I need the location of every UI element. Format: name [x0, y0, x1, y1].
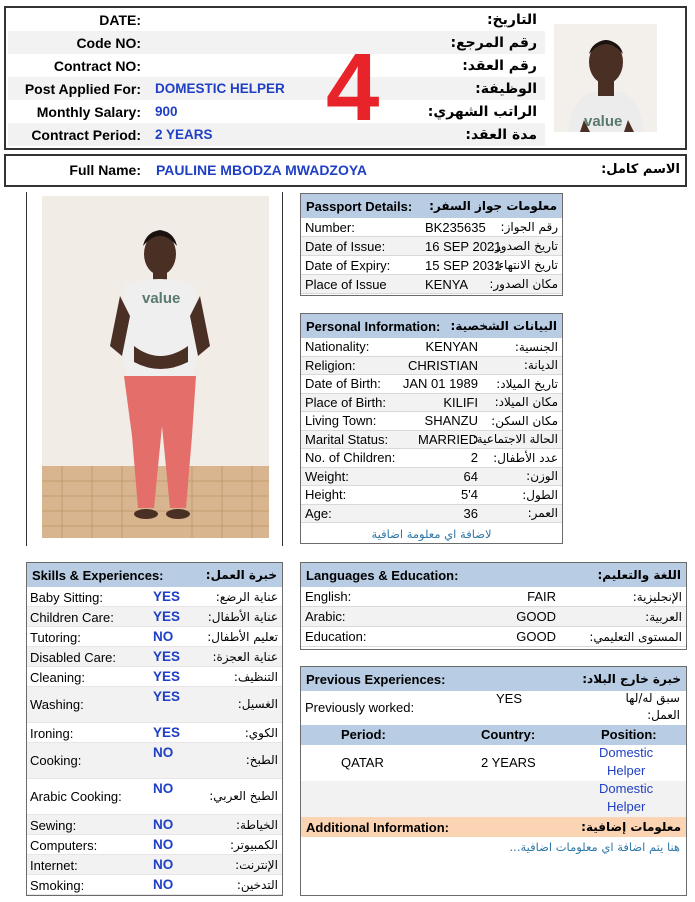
personal-row-label-ar: العمر:	[527, 506, 558, 521]
skill-label-ar: عناية الرضع:	[215, 590, 278, 604]
previous-section	[300, 666, 687, 896]
skill-row	[27, 687, 282, 723]
passport-row	[301, 218, 562, 237]
header-row	[8, 77, 545, 100]
header-row-label: Code NO:	[76, 34, 141, 51]
languages-title-bar	[301, 563, 686, 587]
language-row	[301, 587, 686, 607]
skills-title-ar: خبرة العمل:	[205, 568, 277, 582]
passport-row-value: BK235635	[425, 219, 486, 235]
personal-row	[301, 394, 562, 413]
passport-row-label-ar: رقم الجواز:	[500, 220, 558, 234]
personal-row-label: Nationality:	[305, 339, 370, 355]
skill-row	[27, 779, 282, 815]
previous-title-bar	[301, 667, 686, 691]
passport-title-ar: معلومات جواز السفر:	[429, 199, 557, 213]
full-name-label: Full Name:	[69, 162, 141, 178]
personal-row-label: Marital Status:	[305, 431, 389, 447]
languages-title: Languages & Education:	[306, 567, 459, 583]
skill-row	[27, 835, 282, 855]
personal-row-label-ar: الجنسية:	[514, 339, 558, 354]
skill-label-ar: الغسيل:	[237, 697, 278, 711]
skill-row	[27, 743, 282, 779]
personal-row	[301, 486, 562, 505]
personal-rows	[301, 338, 562, 523]
language-row-label: English:	[305, 589, 352, 604]
previous-entry-row	[301, 781, 686, 817]
header-row-label: Contract NO:	[53, 57, 141, 74]
header-row	[8, 54, 545, 77]
header-row-label-ar: التاريخ:	[486, 11, 537, 28]
skills-rows	[27, 587, 282, 895]
skill-label-ar: الكوي:	[244, 726, 278, 740]
previously-worked-ar-2: العمل:	[647, 708, 680, 722]
col-period: Period:	[341, 727, 386, 742]
portrait-small	[554, 24, 657, 132]
photo-shirt-text: value	[142, 290, 181, 307]
header-row-label-ar: رقم العقد:	[462, 57, 537, 74]
personal-row-label-ar: الطول:	[522, 487, 558, 502]
personal-row-label-ar: الحالة الاجتماعية:	[472, 432, 558, 447]
skill-label: Baby Sitting:	[30, 590, 103, 605]
personal-row-label: Height:	[305, 487, 347, 503]
skill-label: Smoking:	[30, 878, 85, 893]
skill-label: Cooking:	[30, 753, 82, 768]
skill-row	[27, 855, 282, 875]
header-row-label: Monthly Salary:	[36, 103, 141, 120]
previous-entry-position-1: Domestic	[599, 745, 654, 760]
header-row	[8, 8, 545, 31]
language-row-value: GOOD	[516, 609, 556, 624]
skill-value: NO	[153, 857, 174, 872]
header-row-label: Contract Period:	[31, 126, 141, 143]
skill-value: YES	[153, 589, 181, 604]
personal-row-value: 64	[463, 468, 478, 484]
previously-worked-value: YES	[496, 691, 523, 706]
passport-title: Passport Details:	[306, 198, 413, 214]
language-row-label-ar: الإنجليزية:	[632, 589, 682, 604]
passport-row-value: 15 SEP 2031	[425, 257, 502, 273]
personal-row-value: MARRIED	[418, 431, 478, 447]
passport-title-bar	[301, 194, 562, 218]
personal-row-label: Religion:	[305, 357, 356, 373]
skill-value: NO	[153, 877, 174, 892]
language-row	[301, 627, 686, 647]
skill-label-ar: التنظيف:	[233, 670, 278, 684]
additional-note: هنا يتم اضافة اي معلومات اضافية...	[509, 840, 680, 854]
personal-row	[301, 431, 562, 450]
passport-row-label-ar: تاريخ الصدور:	[490, 239, 558, 253]
skill-label: Internet:	[30, 858, 78, 873]
skill-label-ar: الكمبيوتر:	[230, 838, 278, 852]
personal-title-bar	[301, 314, 562, 338]
personal-row	[301, 468, 562, 487]
previous-entry-position-1: Domestic	[599, 781, 654, 796]
personal-row-label-ar: الديانة:	[523, 358, 558, 373]
header-row	[8, 123, 545, 146]
personal-row-value: SHANZU	[424, 413, 478, 429]
skill-value: YES	[153, 669, 181, 684]
passport-row-label: Place of Issue	[305, 276, 387, 292]
skill-label: Washing:	[30, 697, 84, 712]
personal-row-value: 36	[463, 505, 478, 521]
header-row	[8, 31, 545, 54]
previous-entry-row	[301, 745, 686, 781]
header-row-label: Post Applied For:	[24, 80, 141, 97]
personal-row-label: Age:	[305, 505, 332, 521]
previously-worked-label: Previously worked:	[305, 700, 415, 715]
skill-label: Cleaning:	[30, 670, 85, 685]
full-photo	[42, 196, 269, 538]
passport-row-label: Number:	[305, 219, 355, 235]
languages-section	[300, 562, 687, 650]
skill-label-ar: التدخين:	[236, 878, 278, 892]
skill-label-ar: الطبخ العربي:	[209, 789, 278, 803]
big-number: 4	[326, 34, 380, 141]
skill-label-ar: عناية الأطفال:	[207, 610, 278, 624]
skill-label: Arabic Cooking:	[30, 789, 122, 804]
personal-row-value: JAN 01 1989	[402, 376, 478, 392]
previously-worked-ar-1: سبق له/لها	[625, 691, 680, 705]
previous-title-ar: خبرة خارج البلاد:	[582, 672, 681, 686]
additional-title-ar: معلومات إضافية:	[581, 820, 681, 834]
personal-row-value: KENYAN	[425, 339, 478, 355]
passport-row	[301, 237, 562, 256]
skill-label: Tutoring:	[30, 630, 81, 645]
language-row	[301, 607, 686, 627]
previous-title: Previous Experiences:	[306, 671, 446, 687]
skill-label-ar: الإنترنت:	[235, 858, 278, 872]
personal-section	[300, 313, 563, 544]
skill-row	[27, 647, 282, 667]
header-row-value: 900	[155, 104, 178, 119]
personal-row-label: Place of Birth:	[305, 394, 386, 410]
personal-row-value: KILIFI	[443, 394, 478, 410]
languages-title-ar: اللغة والتعليم:	[597, 568, 681, 582]
skill-label: Disabled Care:	[30, 650, 116, 665]
previous-entry-country: 2 YEARS	[481, 755, 536, 770]
col-country: Country:	[481, 727, 536, 742]
full-name-label-ar: الاسم كامل:	[601, 162, 680, 177]
header-row-label-ar: الراتب الشهري:	[427, 103, 537, 120]
passport-row	[301, 256, 562, 275]
skills-section	[26, 562, 283, 896]
skill-value: NO	[153, 629, 174, 644]
previous-entries	[301, 745, 686, 817]
skill-value: YES	[153, 609, 181, 624]
personal-row-label-ar: الوزن:	[526, 469, 558, 484]
previously-worked-row	[301, 691, 686, 725]
skill-label: Computers:	[30, 838, 98, 853]
passport-row-label: Date of Expiry:	[305, 257, 391, 273]
header-row-label: DATE:	[99, 11, 141, 28]
personal-row-value: 2	[470, 450, 478, 466]
passport-rows	[301, 218, 562, 294]
skill-row	[27, 667, 282, 687]
skill-row	[27, 723, 282, 743]
skill-value: YES	[153, 649, 181, 664]
personal-note: لاضافة اي معلومة اضافية	[371, 527, 492, 541]
col-position: Position:	[601, 727, 657, 742]
skill-label-ar: الطبخ:	[245, 753, 278, 767]
skills-title-bar	[27, 563, 282, 587]
header-row-value: 2 YEARS	[155, 127, 213, 142]
skill-value: YES	[153, 689, 181, 704]
languages-rows	[301, 587, 686, 647]
skill-value: NO	[153, 817, 174, 832]
previous-entry-position-2: Helper	[607, 763, 646, 778]
skill-label: Ironing:	[30, 726, 74, 741]
personal-row-label: No. of Children:	[305, 450, 396, 466]
language-row-value: GOOD	[516, 629, 556, 644]
additional-title: Additional Information:	[306, 819, 449, 835]
personal-row	[301, 375, 562, 394]
skill-label: Sewing:	[30, 818, 77, 833]
skill-value: NO	[153, 745, 174, 760]
passport-row	[301, 275, 562, 294]
personal-row-label: Living Town:	[305, 413, 377, 429]
passport-row-value: 16 SEP 2021	[425, 238, 502, 254]
skill-value: NO	[153, 781, 174, 796]
skill-row	[27, 627, 282, 647]
passport-row-label-ar: مكان الصدور:	[489, 277, 558, 291]
language-row-value: FAIR	[527, 589, 556, 604]
personal-row	[301, 357, 562, 376]
previous-columns-header	[301, 725, 686, 745]
skill-row	[27, 875, 282, 895]
passport-section	[300, 193, 563, 296]
header-row	[8, 100, 545, 123]
skill-label-ar: الخياطة:	[235, 818, 278, 832]
full-name-value: PAULINE MBODZA MWADZOYA	[156, 162, 368, 178]
skill-label-ar: تعليم الأطفال:	[207, 630, 278, 644]
passport-row-label-ar: تاريخ الانتهاء:	[494, 258, 558, 272]
header-row-label-ar: الوظيفة:	[475, 80, 537, 97]
language-row-label: Education:	[305, 629, 367, 644]
personal-row	[301, 505, 562, 524]
personal-row-label-ar: مكان الميلاد:	[494, 395, 558, 410]
language-row-label-ar: العربية:	[645, 609, 682, 624]
personal-row-value: CHRISTIAN	[407, 357, 478, 373]
skill-label-ar: عناية العجزة:	[212, 650, 278, 664]
personal-row	[301, 449, 562, 468]
skill-value: YES	[153, 725, 181, 740]
personal-row-label: Weight:	[305, 468, 349, 484]
personal-row-label-ar: عدد الأطفال:	[493, 450, 558, 465]
skill-label: Children Care:	[30, 610, 114, 625]
skill-row	[27, 815, 282, 835]
skill-value: NO	[153, 837, 174, 852]
additional-title-bar	[301, 817, 686, 837]
passport-row-value: KENYA	[425, 276, 469, 292]
personal-title: Personal Information:	[306, 318, 441, 334]
skill-row	[27, 607, 282, 627]
passport-row-label: Date of Issue:	[305, 238, 386, 254]
personal-row-label-ar: تاريخ الميلاد:	[496, 376, 558, 391]
previous-entry-period: QATAR	[341, 755, 384, 770]
language-row-label-ar: المستوى التعليمي:	[589, 629, 682, 644]
personal-row	[301, 338, 562, 357]
skills-title: Skills & Experiences:	[32, 567, 164, 583]
personal-row-label-ar: مكان السكن:	[491, 413, 558, 428]
language-row-label: Arabic:	[305, 609, 346, 624]
skill-row	[27, 587, 282, 607]
personal-row	[301, 412, 562, 431]
previous-entry-position-2: Helper	[607, 799, 646, 814]
header-row-label-ar: مدة العقد:	[465, 126, 537, 143]
header-row-value: DOMESTIC HELPER	[155, 81, 285, 96]
header-row-label-ar: رقم المرجع:	[450, 34, 537, 51]
personal-row-value: 5'4	[461, 487, 478, 503]
portrait-shirt-text: value	[584, 113, 623, 130]
personal-title-ar: البيانات الشخصية:	[450, 319, 557, 333]
personal-row-label: Date of Birth:	[305, 376, 381, 392]
